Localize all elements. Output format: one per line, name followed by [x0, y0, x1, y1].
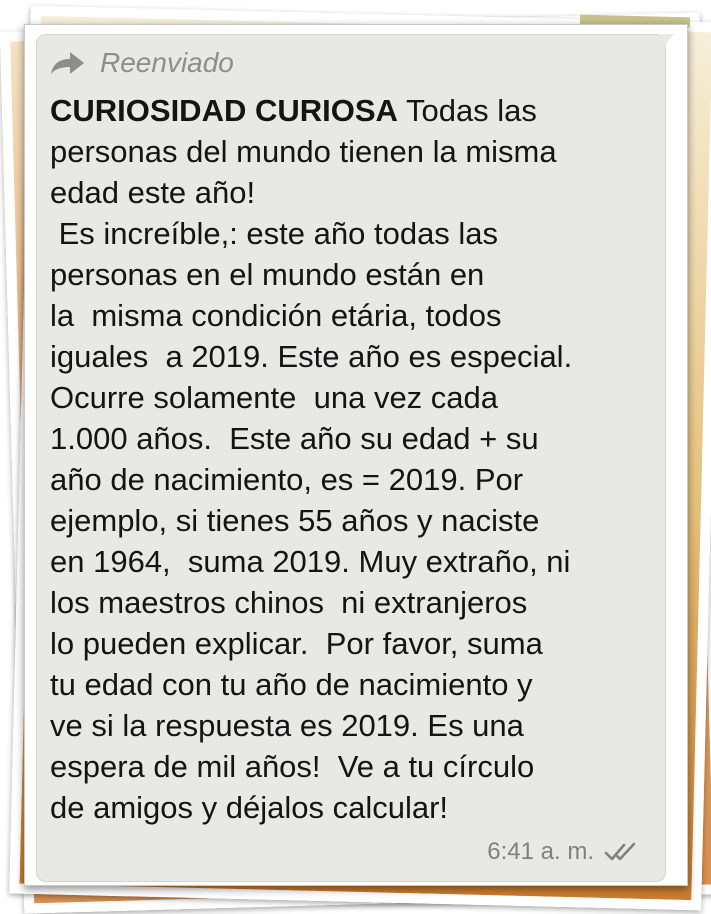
forward-arrow-icon: [50, 50, 86, 76]
message-line: tu edad con tu año de nacimiento y: [50, 667, 533, 702]
message-line: lo pueden explicar. Por favor, suma: [50, 626, 543, 661]
message-bubble[interactable]: [36, 34, 666, 882]
forwarded-indicator: [50, 46, 234, 80]
message-line: de amigos y déjalos calcular!: [50, 790, 449, 825]
message-text: [50, 90, 660, 828]
message-meta: [487, 838, 638, 866]
double-check-icon: [604, 841, 638, 863]
message-line: año de nacimiento, es = 2019. Por: [50, 462, 524, 497]
message-line: personas en el mundo están en: [50, 257, 485, 292]
message-timestamp: 6:41 a. m.: [487, 838, 594, 865]
message-line: ve si la respuesta es 2019. Es una: [50, 708, 524, 743]
message-line: ejemplo, si tienes 55 años y naciste: [50, 503, 540, 538]
message-line: personas del mundo tienen la misma: [50, 134, 557, 169]
message-line: en 1964, suma 2019. Muy extraño, ni: [50, 544, 571, 579]
message-line: espera de mil años! Ve a tu círculo: [50, 749, 535, 784]
message-line: edad este año!: [50, 175, 256, 210]
forwarded-label: Reenviado: [100, 47, 234, 78]
message-line: iguales a 2019. Este año es especial.: [50, 339, 573, 374]
message-headline: CURIOSIDAD CURIOSA: [50, 93, 398, 128]
message-line: Ocurre solamente una vez cada: [50, 380, 499, 415]
message-line: Todas las: [397, 93, 537, 128]
message-line: los maestros chinos ni extranjeros: [50, 585, 528, 620]
message-line: la misma condición etária, todos: [50, 298, 502, 333]
message-line: 1.000 años. Este año su edad + su: [50, 421, 539, 456]
message-line: Es increíble,: este año todas las: [50, 216, 499, 251]
